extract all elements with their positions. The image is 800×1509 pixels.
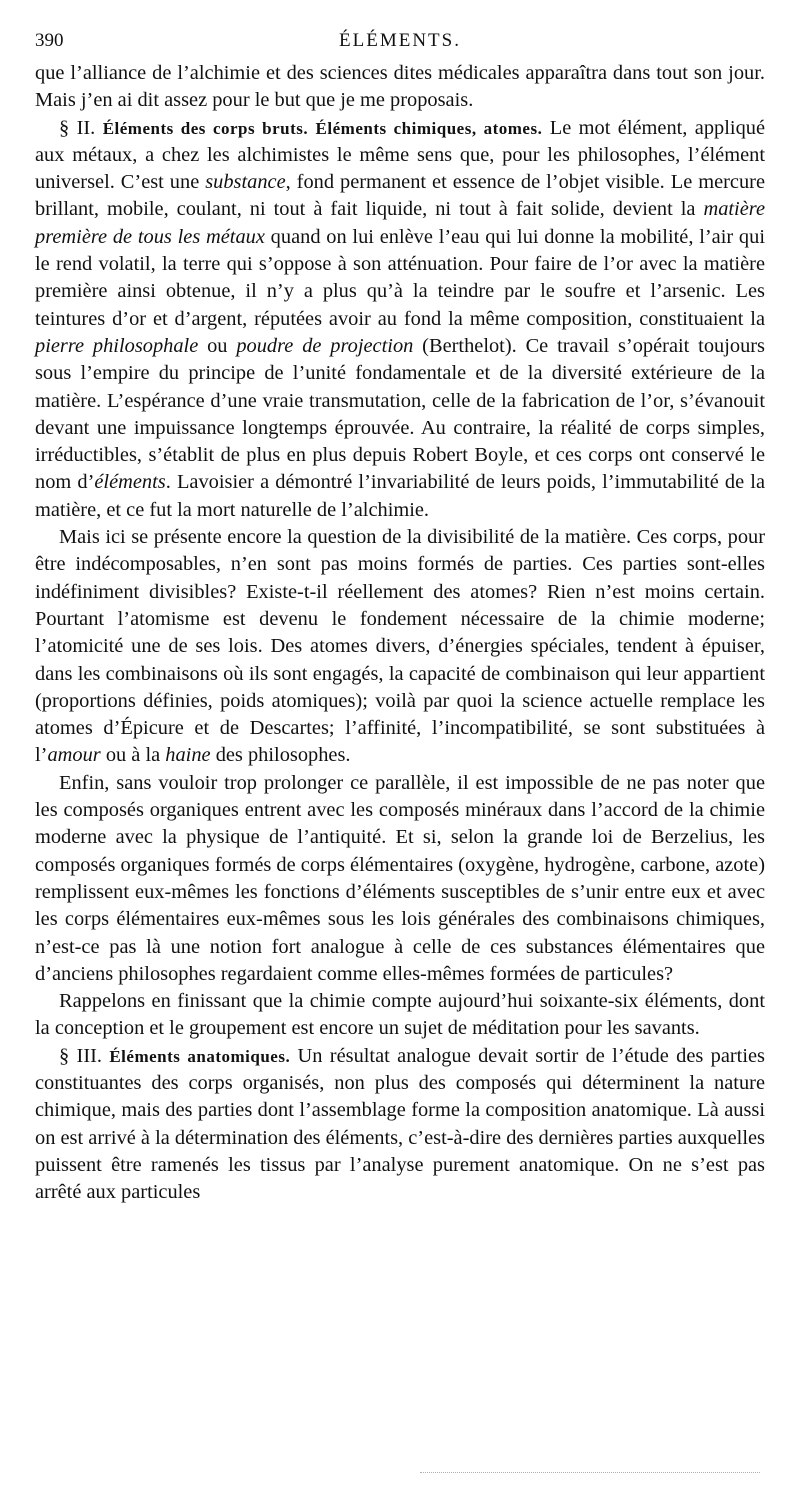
text-run: Mais ici se présente encore la question de la divisibilité de la matière. Ces corps, pour être indécomposables, n’en sont pas moins formés de parties. Ces parties sont-elles indéfiniment divisibles? Existe-t-il réellement des atomes? Rien n’est moins certain. Pourtant l’atomisme est devenu le fondement nécessaire de la chimie moderne; l’atomicité une de ses lois. Des atomes divers, d’énergies spéciales, tendent à épuiser, dans les combinaisons où ils sont engagés, la capacité de combinaison qui leur appartient (proportions définies, poids atomiques); voilà par quoi la science actuelle remplace les atomes d’Épicure et de Descartes; l’affinité, l’incompatibilité, se sont substituées à l’ xyxy=(35,526,765,767)
italic-term: haine xyxy=(165,744,211,767)
italic-term: éléments xyxy=(94,471,166,494)
italic-term: substance xyxy=(205,171,286,194)
italic-term: pierre philosophale xyxy=(35,334,199,357)
text-run: Le mot élément, appliqué aux métaux, a chez les alchimistes le même sens que, pour les philosophes, l’élément universel. C’est une xyxy=(35,116,766,194)
body-text xyxy=(35,60,765,1206)
section-ii-title: Éléments des corps bruts. xyxy=(102,118,309,138)
section-ii-number: § II. xyxy=(59,116,96,139)
paragraph-continued: que l’alliance de l’alchimie et des sciences dites médicales apparaîtra dans tout son jour. Mais j’en ai dit assez pour le but que je me proposais. xyxy=(35,62,765,112)
text-run: ou à la xyxy=(100,744,166,767)
section-ii-paragraph xyxy=(35,115,765,524)
text-run: quand on lui enlève l’eau qui lui donne la mobilité, l’air qui le rend volatil, la terre qui s’oppose à son atténuation. Pour faire de l’or avec la matière première ainsi obtenue, il n’y a plus qu’à la teindre par le soufre et l’arsenic. Les teintures d’or et d’argent, réputées avoir au fond la même composition, constituaient la xyxy=(35,225,765,330)
text-run: . Lavoisier a démontré l’invariabilité de leurs poids, l’immutabilité de la matière, et ce fut la mort naturelle de l’alchimie. xyxy=(35,471,765,521)
text-run: (Berthelot). Ce travail s’opérait toujours sous l’empire du principe de l’unité fondamentale et de la diversité extérieure de la matière. L’espérance d’une vraie transmutation, celle de la fabrication de l’or, s’évanouit devant une impuissance longtemps éprouvée. Au contraire, la réalité de corps simples, irréductibles, s’établit de plus en plus depuis Robert Boyle, et ces corps ont conservé le nom d’ xyxy=(35,334,765,494)
section-iii-paragraph xyxy=(35,1043,765,1207)
italic-term: amour xyxy=(47,744,101,767)
section-iii-title: Éléments anatomiques. xyxy=(109,1046,291,1066)
paragraph-divisibility xyxy=(35,524,765,770)
italic-term: matière première de tous les métaux xyxy=(35,198,765,248)
paragraph-organic: Enfin, sans vouloir trop prolonger ce parallèle, il est impossible de ne pas noter que les composés organiques entrent avec les composés minéraux dans l’accord de la chimie moderne avec la physique de l’antiquité. Et si, selon la grande loi de Berzelius, les composés organiques formés de corps élémentaires (oxygène, hydrogène, carbone, azote) remplissent eux-mêmes les fonctions d’éléments susceptibles de s’unir entre eux et avec les corps élémentaires eux-mêmes sous les lois générales des combinaisons chimiques, n’est-ce pas là une notion fort analogue à celle de ces substances élémentaires que d’anciens philosophes regardaient comme elles-mêmes formées de particules? xyxy=(35,771,766,985)
text-run: ou xyxy=(198,334,237,357)
page xyxy=(35,30,765,1206)
section-ii-subtitle: Éléments chimiques, atomes. xyxy=(315,118,543,138)
text-run: Un résultat analogue devait sortir de l’étude des parties constituantes des corps organisés, non plus des composés qui déterminent la nature chimique, mais des parties dont l’assemblage forme la composition anatomique. Là aussi on est arrivé à la détermination des éléments, c’est-à-dire des dernières parties auxquelles puissent être ramenés les tissus par l’analyse purement anatomique. On ne s’est pas arrêté aux particules xyxy=(35,1044,765,1204)
bottom-scan-mark xyxy=(420,1472,760,1475)
text-run: , fond permanent et essence de l’objet visible. Le mercure brillant, mobile, coulant, ni tout à fait liquide, ni tout à fait solide, devient la xyxy=(35,171,765,221)
page-number: 390 xyxy=(35,30,64,51)
text-run: des philosophes. xyxy=(210,744,351,767)
paragraph-conclusion: Rappelons en finissant que la chimie compte aujourd’hui soixante-six éléments, dont la conception et le groupement est encore un sujet de méditation pour les savants. xyxy=(35,990,765,1040)
italic-term: poudre de projection xyxy=(236,334,414,357)
running-title: ÉLÉMENTS. xyxy=(339,30,461,51)
section-iii-number: § III. xyxy=(59,1044,102,1067)
page-header xyxy=(35,30,765,60)
